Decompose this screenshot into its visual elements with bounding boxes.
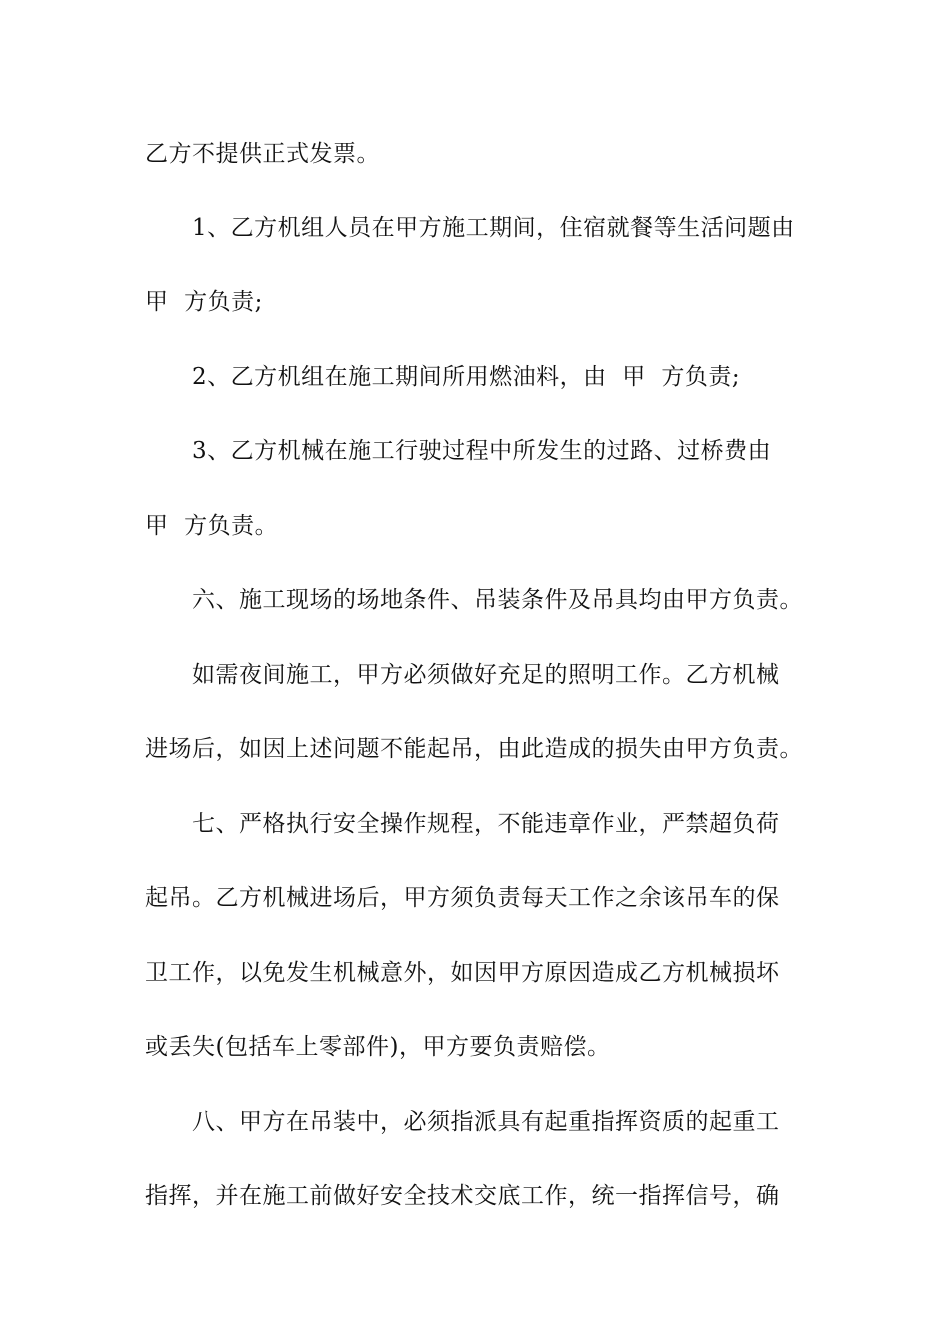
- text-line: 甲 方负责。: [145, 513, 279, 539]
- text-line: 卫工作，以免发生机械意外，如因甲方原因造成乙方机械损坏: [145, 960, 780, 986]
- text-line: 指挥，并在施工前做好安全技术交底工作，统一指挥信号，确: [145, 1183, 780, 1209]
- text-line: 3、乙方机械在施工行驶过程中所发生的过路、过桥费由: [192, 438, 772, 464]
- text-line: 进场后，如因上述问题不能起吊，由此造成的损失由甲方负责。: [145, 736, 803, 762]
- text-line: 2、乙方机组在施工期间所用燃油料，由 甲 方负责;: [192, 364, 741, 390]
- text-line: 七、严格执行安全操作规程，不能违章作业，严禁超负荷: [192, 811, 780, 837]
- text-line: 或丢失(包括车上零部件)，甲方要负责赔偿。: [145, 1034, 611, 1060]
- text-line: 起吊。乙方机械进场后，甲方须负责每天工作之余该吊车的保: [145, 885, 780, 911]
- text-line: 六、施工现场的场地条件、吊装条件及吊具均由甲方负责。: [192, 587, 803, 613]
- text-line: 1、乙方机组人员在甲方施工期间，住宿就餐等生活问题由: [192, 215, 795, 241]
- text-line: 如需夜间施工，甲方必须做好充足的照明工作。乙方机械: [192, 662, 780, 688]
- text-line: 乙方不提供正式发票。: [145, 141, 380, 167]
- text-line: 八、甲方在吊装中，必须指派具有起重指挥资质的起重工: [192, 1109, 780, 1135]
- text-line: 甲 方负责;: [145, 289, 263, 315]
